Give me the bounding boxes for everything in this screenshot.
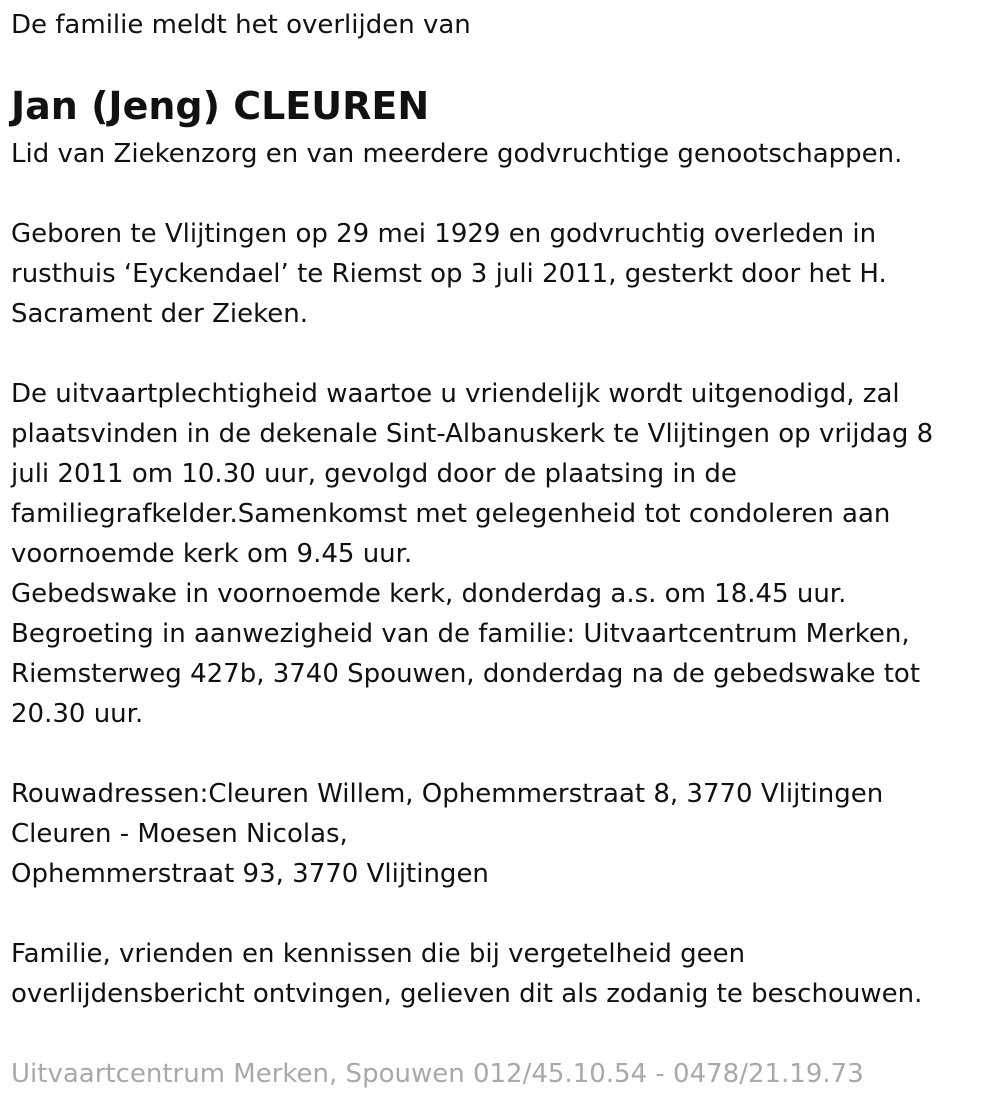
paragraph-line: rusthuis ‘Eyckendael’ te Riemst op 3 juli 2011, gesterkt door het H.: [11, 259, 887, 289]
paragraph-line: plaatsvinden in de dekenale Sint-Albanuskerk te Vlijtingen op vrijdag 8: [11, 419, 934, 449]
membership-paragraph: [11, 134, 902, 174]
paragraph-line: Sacrament der Zieken.: [11, 299, 308, 329]
paragraph-line: familiegrafkelder.Samenkomst met gelegenheid tot condoleren aan: [11, 499, 891, 529]
paragraph-line: De uitvaartplechtigheid waartoe u vriendelijk wordt uitgenodigd, zal: [11, 379, 900, 409]
paragraph-line: overlijdensbericht ontvingen, gelieven dit als zodanig te beschouwen.: [11, 979, 923, 1009]
paragraph-line: juli 2011 om 10.30 uur, gevolgd door de plaatsing in de: [11, 459, 737, 489]
closing-paragraph: [11, 934, 922, 1014]
birth-death-paragraph: [11, 214, 887, 334]
paragraph-line: voornoemde kerk om 9.45 uur.: [11, 539, 413, 569]
funeral-home-footer: Uitvaartcentrum Merken, Spouwen 012/45.10.54 - 0478/21.19.73: [11, 1059, 864, 1089]
paragraph-line: 20.30 uur.: [11, 699, 144, 729]
paragraph-line: Geboren te Vlijtingen op 29 mei 1929 en godvruchtig overleden in: [11, 219, 877, 249]
paragraph-line: Riemsterweg 427b, 3740 Spouwen, donderdag na de gebedswake tot: [11, 659, 921, 689]
paragraph-line: Gebedswake in voornoemde kerk, donderdag a.s. om 18.45 uur.: [11, 579, 847, 609]
address-line: Rouwadressen:Cleuren Willem, Ophemmerstraat 8, 3770 Vlijtingen: [11, 779, 884, 809]
address-line: Cleuren - Moesen Nicolas,: [11, 819, 348, 849]
paragraph-line: Familie, vrienden en kennissen die bij vergetelheid geen: [11, 939, 746, 969]
funeral-paragraph: [11, 374, 933, 734]
address-line: Ophemmerstraat 93, 3770 Vlijtingen: [11, 859, 489, 889]
deceased-name: Jan (Jeng) CLEUREN: [11, 84, 430, 128]
intro-text: De familie meldt het overlijden van: [11, 10, 471, 40]
mourning-addresses: [11, 774, 883, 894]
membership-text: Lid van Ziekenzorg en van meerdere godvruchtige genootschappen.: [11, 139, 903, 169]
paragraph-line: Begroeting in aanwezigheid van de familie: Uitvaartcentrum Merken,: [11, 619, 910, 649]
